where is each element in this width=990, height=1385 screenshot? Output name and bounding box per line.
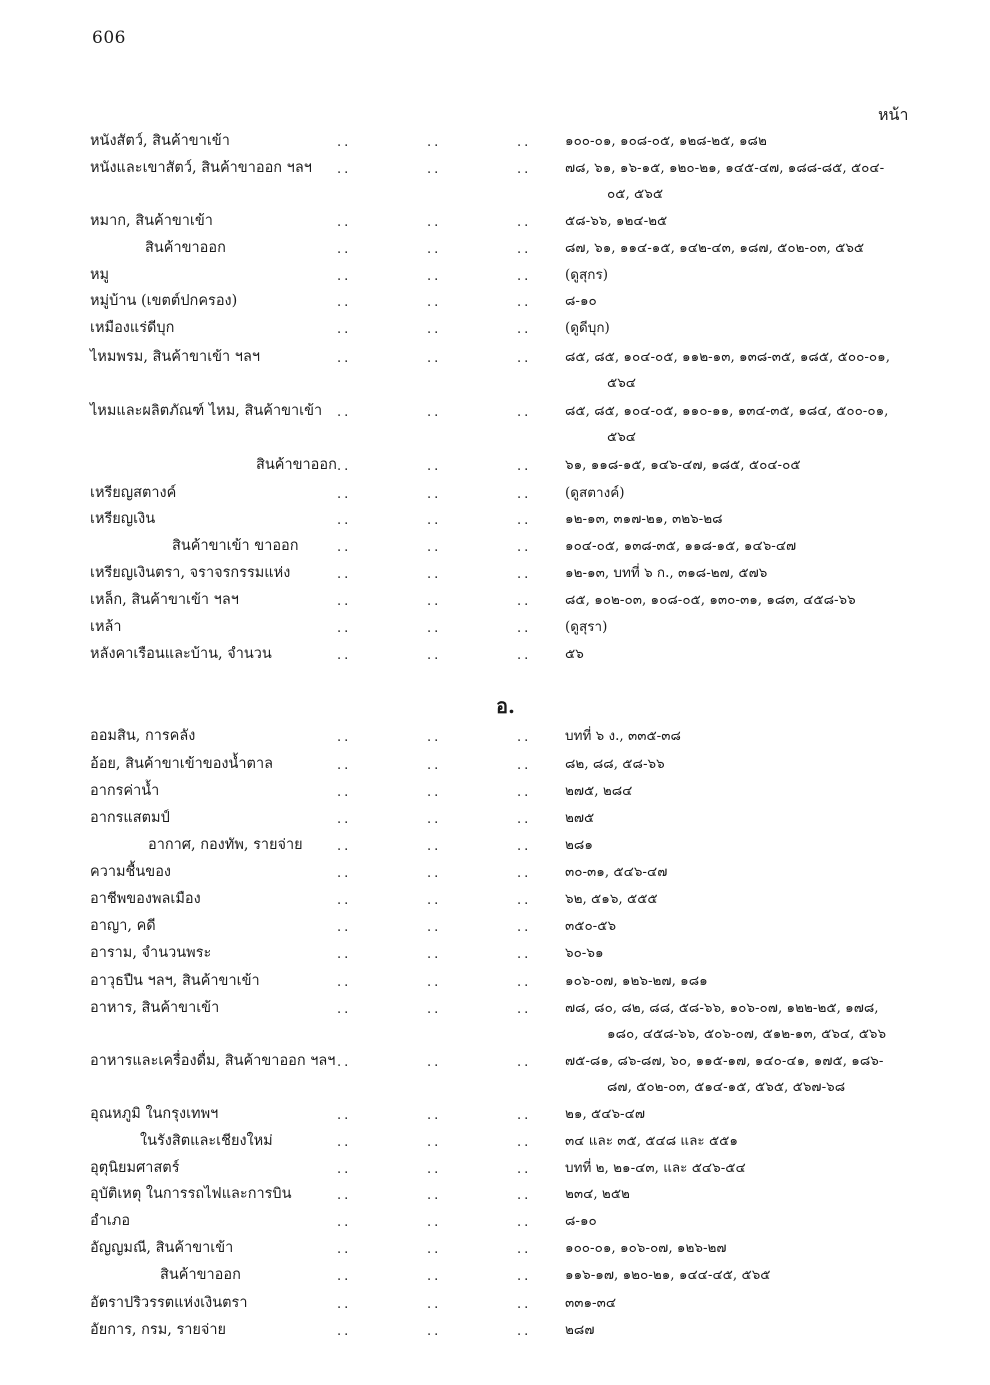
- leader-dots: ..: [517, 839, 532, 854]
- leader-dots: ..: [337, 513, 352, 528]
- leader-dots: ..: [427, 269, 442, 284]
- leader-dots: ..: [427, 1188, 442, 1203]
- leader-dots: ..: [517, 1108, 532, 1123]
- leader-dots: ..: [517, 785, 532, 800]
- leader-dots: ..: [337, 920, 352, 935]
- leader-dots: ..: [337, 1055, 352, 1070]
- leader-dots: ..: [517, 405, 532, 420]
- index-term: หมาก, สินค้าขาเข้า: [90, 213, 213, 229]
- index-term: ไหมพรม, สินค้าขาเข้า ฯลฯ: [90, 349, 260, 365]
- index-term: เหรียญสตางค์: [90, 485, 177, 501]
- page-references-line: (ดูสตางค์): [565, 485, 625, 501]
- page-references-line: ๒๗๕, ๒๘๔: [565, 783, 633, 799]
- leader-dots: ..: [337, 567, 352, 582]
- leader-dots: ..: [337, 785, 352, 800]
- leader-dots: ..: [337, 1002, 352, 1017]
- page-references-line: ๒๘๑: [565, 837, 593, 853]
- leader-dots: ..: [517, 1162, 532, 1177]
- page-references: [565, 1208, 945, 1234]
- section-heading: อ.: [496, 694, 515, 718]
- leader-dots: ..: [427, 459, 442, 474]
- leader-dots: ..: [517, 540, 532, 555]
- leader-dots: ..: [517, 812, 532, 827]
- page-references: [565, 344, 945, 396]
- leader-dots: ..: [427, 1055, 442, 1070]
- page-references: [565, 560, 945, 586]
- page-references-line: ๑๐๐-๐๑, ๑๐๖-๐๗, ๑๒๖-๒๗: [565, 1240, 727, 1256]
- page-column-header: หน้า: [878, 105, 909, 124]
- page-references-line: ๒๘๗: [565, 1322, 595, 1338]
- leader-dots: ..: [517, 295, 532, 310]
- leader-dots: ..: [427, 785, 442, 800]
- leader-dots: ..: [517, 730, 532, 745]
- page-references: [565, 1262, 945, 1288]
- leader-dots: ..: [337, 1269, 352, 1284]
- leader-dots: ..: [427, 594, 442, 609]
- leader-dots: ..: [337, 487, 352, 502]
- leader-dots: ..: [517, 351, 532, 366]
- leader-dots: ..: [427, 1215, 442, 1230]
- leader-dots: ..: [427, 567, 442, 582]
- leader-dots: ..: [517, 648, 532, 663]
- page-references-line: ๘๕, ๘๕, ๑๐๔-๐๕, ๑๑๐-๑๑, ๑๓๔-๓๕, ๑๘๔, ๕๐๐-๐๑,: [565, 403, 889, 419]
- page-references-line: ๒๑, ๕๔๖-๔๗: [565, 1106, 645, 1122]
- page-references-continuation: ๘๗, ๕๐๒-๐๓, ๕๑๔-๑๕, ๕๖๕, ๕๖๗-๖๘: [607, 1079, 846, 1095]
- leader-dots: ..: [517, 1188, 532, 1203]
- leader-dots: ..: [427, 1324, 442, 1339]
- index-term: อากรแสตมป์: [90, 810, 170, 826]
- index-term: หนังและเขาสัตว์, สินค้าขาออก ฯลฯ: [90, 160, 312, 176]
- page-references-line: ๘-๑๐: [565, 293, 597, 309]
- leader-dots: ..: [517, 269, 532, 284]
- leader-dots: ..: [337, 893, 352, 908]
- page-references-line: ๓๐-๓๑, ๕๔๖-๔๗: [565, 864, 668, 880]
- leader-dots: ..: [517, 1297, 532, 1312]
- leader-dots: ..: [517, 215, 532, 230]
- index-term: อากรค่าน้ำ: [90, 783, 160, 799]
- page-references: [565, 1290, 945, 1316]
- index-term: เหล้า: [90, 619, 122, 635]
- leader-dots: ..: [337, 1242, 352, 1257]
- leader-dots: ..: [517, 242, 532, 257]
- page-references-line: (ดูสุรา): [565, 619, 608, 635]
- leader-dots: ..: [517, 1135, 532, 1150]
- leader-dots: ..: [337, 866, 352, 881]
- index-term: สินค้าขาออก: [160, 1267, 241, 1283]
- leader-dots: ..: [337, 1297, 352, 1312]
- leader-dots: ..: [517, 567, 532, 582]
- page-references: [565, 859, 945, 885]
- page-references: [565, 235, 945, 261]
- leader-dots: ..: [517, 594, 532, 609]
- leader-dots: ..: [427, 215, 442, 230]
- index-term: เหรียญเงินตรา, จราจรกรรมแห่ง: [90, 565, 291, 581]
- index-term: อ้อย, สินค้าขาเข้าของน้ำตาล: [90, 756, 273, 772]
- leader-dots: ..: [337, 648, 352, 663]
- leader-dots: ..: [427, 540, 442, 555]
- page-references: [565, 398, 945, 450]
- leader-dots: ..: [337, 839, 352, 854]
- page-references-line: ๗๘, ๖๑, ๑๖-๑๕, ๑๒๐-๒๑, ๑๔๕-๔๗, ๑๘๘-๘๕, ๕๐๔-: [565, 160, 885, 176]
- page-references: [565, 886, 945, 912]
- page-references: [565, 1235, 945, 1261]
- leader-dots: ..: [517, 893, 532, 908]
- leader-dots: ..: [517, 920, 532, 935]
- page-references-line: ๖๒, ๕๑๖, ๕๕๕: [565, 891, 658, 907]
- leader-dots: ..: [517, 322, 532, 337]
- leader-dots: ..: [337, 351, 352, 366]
- leader-dots: ..: [337, 1215, 352, 1230]
- page-references: [565, 288, 945, 314]
- leader-dots: ..: [427, 1242, 442, 1257]
- index-term: อัตราปริวรรตแห่งเงินตรา: [90, 1295, 248, 1311]
- index-term: หมู: [90, 267, 110, 283]
- leader-dots: ..: [427, 1162, 442, 1177]
- leader-dots: ..: [517, 1242, 532, 1257]
- leader-dots: ..: [427, 920, 442, 935]
- leader-dots: ..: [517, 162, 532, 177]
- page-references-line: ๗๘, ๘๐, ๘๒, ๘๘, ๕๘-๖๖, ๑๐๖-๐๗, ๑๒๒-๒๕, ๑๗๘,: [565, 1000, 879, 1016]
- leader-dots: ..: [337, 1135, 352, 1150]
- page-references: [565, 1048, 945, 1100]
- leader-dots: ..: [517, 975, 532, 990]
- index-term: อัญญมณี, สินค้าขาเข้า: [90, 1240, 234, 1256]
- page-references-line: ๒๗๕: [565, 810, 595, 826]
- page-references: [565, 1181, 945, 1207]
- page-references-line: ๑๑๖-๑๗, ๑๒๐-๒๑, ๑๔๔-๔๕, ๕๖๕: [565, 1267, 771, 1283]
- page-references: [565, 208, 945, 234]
- leader-dots: ..: [337, 269, 352, 284]
- page-references-line: ๑๒-๑๓, บทที่ ๖ ก., ๓๑๘-๒๗, ๕๗๖: [565, 565, 768, 581]
- leader-dots: ..: [427, 351, 442, 366]
- leader-dots: ..: [337, 621, 352, 636]
- leader-dots: ..: [337, 540, 352, 555]
- page-number: 606: [92, 28, 126, 48]
- index-term: อาชีพของพลเมือง: [90, 891, 201, 907]
- leader-dots: ..: [427, 839, 442, 854]
- leader-dots: ..: [427, 758, 442, 773]
- index-term: เหมืองแร่ดีบุก: [90, 320, 175, 336]
- leader-dots: ..: [427, 135, 442, 150]
- page-references-line: ๓๔ และ ๓๕, ๕๔๘ และ ๕๕๑: [565, 1133, 738, 1149]
- index-term: เหรียญเงิน: [90, 511, 156, 527]
- page-references: [565, 506, 945, 532]
- index-term: อัยการ, กรม, รายจ่าย: [90, 1322, 227, 1338]
- leader-dots: ..: [517, 1002, 532, 1017]
- page-references-line: ๖๐-๖๑: [565, 945, 604, 961]
- leader-dots: ..: [427, 1135, 442, 1150]
- index-term: อาญา, คดี: [90, 918, 156, 934]
- index-term: อุณหภูมิ ในกรุงเทพฯ: [90, 1106, 219, 1122]
- leader-dots: ..: [517, 758, 532, 773]
- page-references: [565, 452, 945, 478]
- leader-dots: ..: [427, 975, 442, 990]
- leader-dots: ..: [427, 487, 442, 502]
- page-references-line: ๘-๑๐: [565, 1213, 597, 1229]
- leader-dots: ..: [517, 459, 532, 474]
- leader-dots: ..: [337, 295, 352, 310]
- leader-dots: ..: [427, 513, 442, 528]
- leader-dots: ..: [427, 730, 442, 745]
- page-references-continuation: ๕๖๔: [607, 375, 637, 391]
- page-references-line: ๘๗, ๖๑, ๑๑๔-๑๕, ๑๔๒-๔๓, ๑๘๗, ๕๐๒-๐๓, ๕๖๕: [565, 240, 865, 256]
- index-term: หนังสัตว์, สินค้าขาเข้า: [90, 133, 230, 149]
- leader-dots: ..: [337, 135, 352, 150]
- page-references-line: ๒๓๔, ๒๕๒: [565, 1186, 630, 1202]
- page-references: [565, 480, 945, 506]
- page-references: [565, 1317, 945, 1343]
- page-references-line: ๓๓๑-๓๔: [565, 1295, 617, 1311]
- leader-dots: ..: [337, 322, 352, 337]
- index-term: อากาศ, กองทัพ, รายจ่าย: [148, 837, 303, 853]
- index-term: อาวุธปืน ฯลฯ, สินค้าขาเข้า: [90, 973, 260, 989]
- page-references-line: บทที่ ๖ ง., ๓๓๕-๓๘: [565, 728, 681, 744]
- page-references-line: (ดูดีบุก): [565, 320, 610, 336]
- page-references: [565, 913, 945, 939]
- index-term: ออมสิน, การคลัง: [90, 728, 196, 744]
- leader-dots: ..: [517, 135, 532, 150]
- leader-dots: ..: [427, 621, 442, 636]
- page-references-line: ๘๕, ๑๐๒-๐๓, ๑๐๘-๐๕, ๑๓๐-๓๑, ๑๘๓, ๔๕๘-๖๖: [565, 592, 856, 608]
- index-term: อำเภอ: [90, 1213, 131, 1229]
- leader-dots: ..: [427, 295, 442, 310]
- page-references: [565, 751, 945, 777]
- index-term: อาหาร, สินค้าขาเข้า: [90, 1000, 220, 1016]
- page-references: [565, 723, 945, 749]
- page-references: [565, 832, 945, 858]
- leader-dots: ..: [517, 866, 532, 881]
- leader-dots: ..: [517, 947, 532, 962]
- leader-dots: ..: [517, 1055, 532, 1070]
- leader-dots: ..: [517, 487, 532, 502]
- page-references-line: ๗๕-๘๑, ๘๖-๘๗, ๖๐, ๑๑๕-๑๗, ๑๔๐-๔๑, ๑๗๕, ๑๘๖-: [565, 1053, 884, 1069]
- page-references: [565, 587, 945, 613]
- leader-dots: ..: [337, 812, 352, 827]
- page-references: [565, 805, 945, 831]
- index-term: สินค้าขาออก: [145, 240, 226, 256]
- page-references-line: ๑๐๔-๐๕, ๑๓๘-๓๕, ๑๑๘-๑๕, ๑๔๖-๔๗: [565, 538, 797, 554]
- page-references-line: ๘๕, ๘๕, ๑๐๔-๐๕, ๑๑๒-๑๓, ๑๓๘-๓๕, ๑๘๕, ๕๐๐-๐๑,: [565, 349, 890, 365]
- page-references-continuation: ๕๖๔: [607, 429, 637, 445]
- page-references: [565, 614, 945, 640]
- page-references-line: (ดูสุกร): [565, 267, 608, 283]
- page-references-continuation: ๐๕, ๕๖๕: [607, 186, 664, 202]
- leader-dots: ..: [427, 1269, 442, 1284]
- leader-dots: ..: [337, 758, 352, 773]
- page-references-line: ๘๒, ๘๘, ๕๘-๖๖: [565, 756, 665, 772]
- leader-dots: ..: [427, 648, 442, 663]
- page-references: [565, 940, 945, 966]
- leader-dots: ..: [337, 947, 352, 962]
- leader-dots: ..: [337, 215, 352, 230]
- page-references-line: บทที่ ๒, ๒๑-๔๓, และ ๕๔๖-๕๔: [565, 1160, 746, 1176]
- leader-dots: ..: [337, 1324, 352, 1339]
- page-references: [565, 778, 945, 804]
- leader-dots: ..: [337, 1162, 352, 1177]
- leader-dots: ..: [337, 594, 352, 609]
- page-references-line: ๑๐๖-๐๗, ๑๒๖-๒๗, ๑๘๑: [565, 973, 708, 989]
- leader-dots: ..: [337, 459, 352, 474]
- index-term: เหล็ก, สินค้าขาเข้า ฯลฯ: [90, 592, 239, 608]
- leader-dots: ..: [337, 1108, 352, 1123]
- leader-dots: ..: [427, 1002, 442, 1017]
- leader-dots: ..: [337, 405, 352, 420]
- page-references: [565, 1128, 945, 1154]
- index-term: ไหมและผลิตภัณฑ์ ไหม, สินค้าขาเข้า: [90, 403, 323, 419]
- page-references: [565, 1155, 945, 1181]
- index-term: สินค้าขาเข้า ขาออก: [172, 538, 299, 554]
- leader-dots: ..: [427, 322, 442, 337]
- index-term: ในรังสิตและเชียงใหม่: [140, 1133, 273, 1149]
- leader-dots: ..: [427, 893, 442, 908]
- leader-dots: ..: [517, 513, 532, 528]
- index-term: อุตุนิยมศาสตร์: [90, 1160, 180, 1176]
- page-references-line: ๖๑, ๑๑๘-๑๕, ๑๔๖-๔๗, ๑๘๕, ๕๐๔-๐๕: [565, 457, 801, 473]
- index-term: อุบัติเหตุ ในการรถไฟและการบิน: [90, 1186, 292, 1202]
- page-references: [565, 968, 945, 994]
- leader-dots: ..: [517, 621, 532, 636]
- page-references-continuation: ๑๘๐, ๔๕๘-๖๖, ๕๐๖-๐๗, ๕๑๒-๑๓, ๕๖๔, ๕๖๖: [607, 1026, 887, 1042]
- leader-dots: ..: [337, 162, 352, 177]
- leader-dots: ..: [427, 1297, 442, 1312]
- page-references: [565, 128, 945, 154]
- leader-dots: ..: [427, 162, 442, 177]
- page-references: [565, 995, 945, 1047]
- leader-dots: ..: [337, 242, 352, 257]
- page-references: [565, 262, 945, 288]
- index-term: อาราม, จำนวนพระ: [90, 945, 212, 961]
- leader-dots: ..: [427, 242, 442, 257]
- page-references-line: ๑๐๐-๐๑, ๑๐๘-๐๕, ๑๒๘-๒๕, ๑๘๒: [565, 133, 767, 149]
- leader-dots: ..: [337, 975, 352, 990]
- page-references: [565, 155, 945, 207]
- leader-dots: ..: [427, 812, 442, 827]
- page-references: [565, 1101, 945, 1127]
- index-term: หลังคาเรือนและบ้าน, จำนวน: [90, 646, 272, 662]
- index-term: หมู่บ้าน (เขตต์ปกครอง): [90, 293, 238, 309]
- leader-dots: ..: [517, 1269, 532, 1284]
- leader-dots: ..: [517, 1324, 532, 1339]
- leader-dots: ..: [517, 1215, 532, 1230]
- index-term: ความชื้นของ: [90, 864, 171, 880]
- index-term: อาหารและเครื่องดื่ม, สินค้าขาออก ฯลฯ: [90, 1053, 336, 1069]
- page-references-line: ๕๖: [565, 646, 584, 662]
- leader-dots: ..: [427, 405, 442, 420]
- leader-dots: ..: [427, 866, 442, 881]
- leader-dots: ..: [337, 1188, 352, 1203]
- index-term: สินค้าขาออก: [256, 457, 337, 473]
- page-references: [565, 641, 945, 667]
- page-references: [565, 533, 945, 559]
- leader-dots: ..: [427, 1108, 442, 1123]
- page-references: [565, 315, 945, 341]
- page-references-line: ๓๕๐-๕๖: [565, 918, 617, 934]
- page-references-line: ๕๘-๖๖, ๑๒๔-๒๕: [565, 213, 668, 229]
- page-references-line: ๑๒-๑๓, ๓๑๗-๒๑, ๓๒๖-๒๘: [565, 511, 723, 527]
- leader-dots: ..: [337, 730, 352, 745]
- leader-dots: ..: [427, 947, 442, 962]
